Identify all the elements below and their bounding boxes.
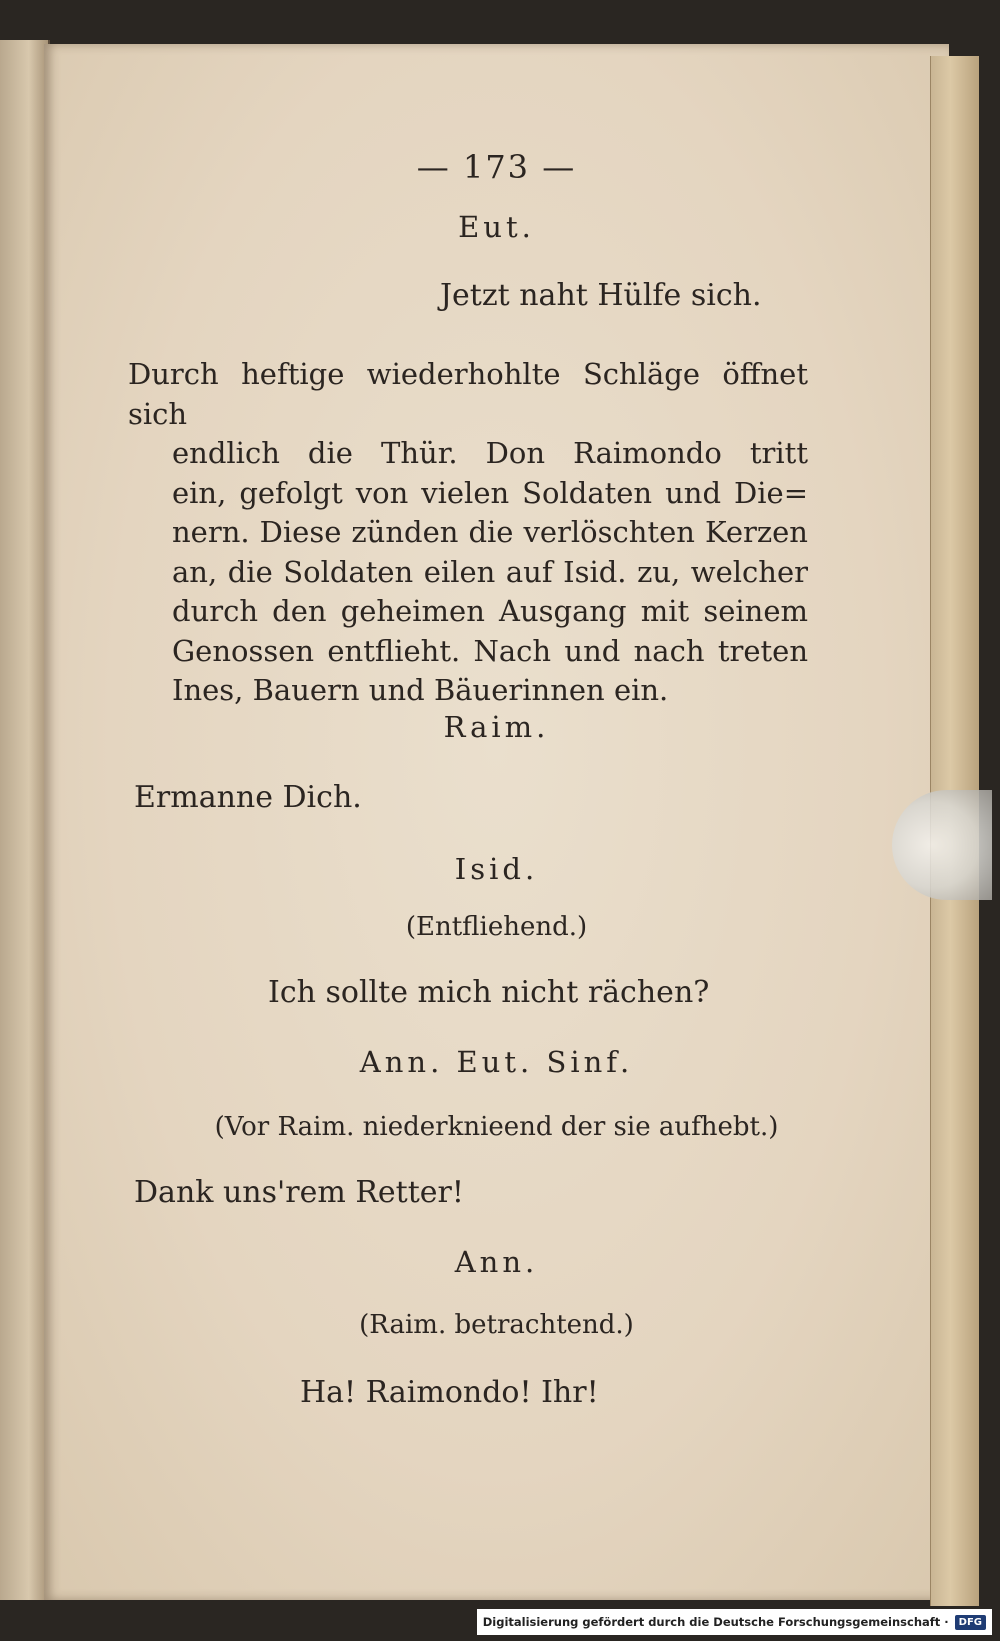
footer-attribution: [477, 1609, 992, 1635]
speaker-eut: Eut.: [458, 210, 535, 244]
stage-direction-line: durch den geheimen Ausgang mit seinem: [172, 594, 808, 628]
left-page-edge: [0, 40, 50, 1600]
dialogue-line-4: Dank uns'rem Retter!: [134, 1175, 464, 1210]
stage-direction-line: Durch heftige wiederhohlte Schläge öffnet sich: [128, 357, 808, 431]
dialogue-line-3: Ich sollte mich nicht rächen?: [268, 975, 710, 1010]
stage-direction-line: ein, gefolgt von vielen Soldaten und Die=: [172, 475, 808, 510]
stage-direction-line: Ines, Bauern und Bäuerinnen ein.: [172, 673, 669, 707]
dialogue-line-2: Ermanne Dich.: [134, 780, 362, 815]
footer-text: Digitalisierung gefördert durch die Deutsche Forschungsgemeinschaft ·: [482, 1615, 949, 1629]
stage-direction-line: nern. Diese zünden die verlöschten Kerzen: [172, 515, 808, 549]
stage-direction-line: an, die Soldaten eilen auf Isid. zu, welcher: [172, 554, 808, 589]
stage-direction-3: (Entfliehend.): [405, 912, 588, 942]
stage-direction: [128, 355, 808, 711]
stage-direction-4: (Vor Raim. niederknieend der sie aufhebt.): [214, 1112, 779, 1142]
speaker-ann-eut-sinf: Ann. Eut. Sinf.: [359, 1045, 634, 1079]
stage-direction-line: Genossen entflieht. Nach und nach treten: [172, 633, 808, 668]
dialogue-line-5: Ha! Raimondo! Ihr!: [300, 1375, 599, 1410]
dialogue-line-1: Jetzt naht Hülfe sich.: [440, 278, 762, 313]
stage-direction-5: (Raim. betrachtend.): [359, 1310, 634, 1340]
stage-direction-line: endlich die Thür. Don Raimondo tritt: [172, 436, 808, 470]
speaker-raim: Raim.: [443, 710, 550, 744]
speaker-ann: Ann.: [454, 1245, 539, 1279]
page-number: — 173 —: [416, 148, 577, 186]
speaker-isid: Isid.: [454, 852, 539, 886]
dfg-logo: DFG: [955, 1615, 986, 1630]
